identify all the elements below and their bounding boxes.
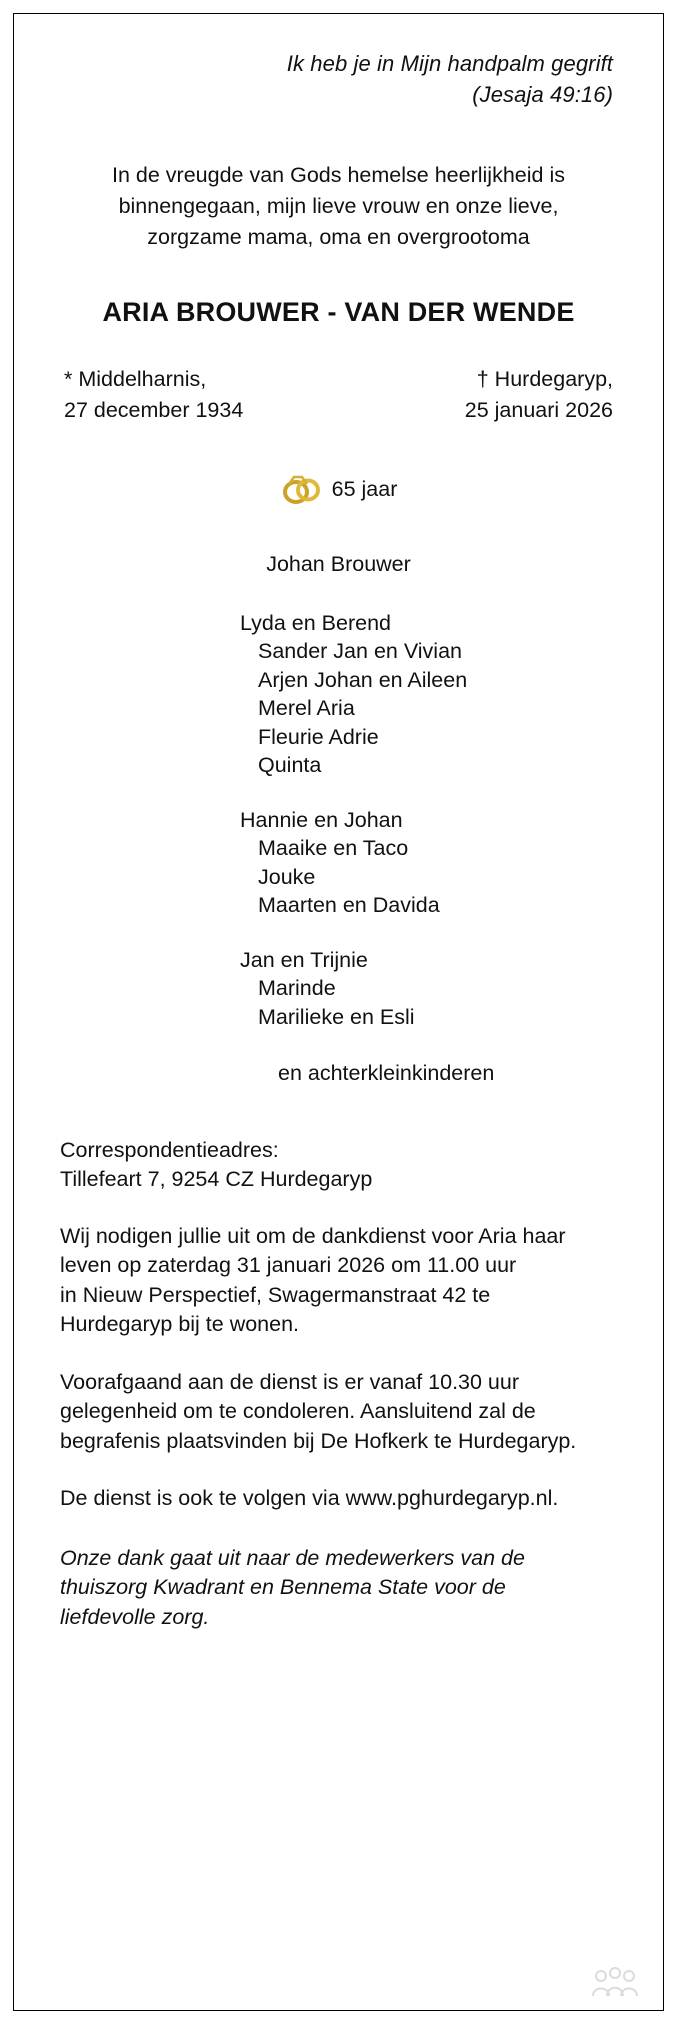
marriage-years: 65 jaar bbox=[331, 477, 398, 501]
family-child: Fleurie Adrie bbox=[258, 724, 379, 749]
correspondence-label: Correspondentieadres: bbox=[60, 1137, 279, 1162]
family-child: Marinde bbox=[258, 976, 336, 1000]
mensenlinq-logo-icon bbox=[589, 1966, 641, 2000]
thanks-line-2: thuiszorg Kwadrant en Bennema State voor de bbox=[60, 1575, 506, 1599]
thanks-line-3: liefdevolle zorg. bbox=[60, 1604, 210, 1629]
family-child: Merel Aria bbox=[258, 696, 355, 720]
family-child: Maaike en Taco bbox=[258, 836, 409, 860]
correspondence-value: Tillefeart 7, 9254 CZ Hurdegaryp bbox=[60, 1166, 373, 1191]
condolence-line-3: begrafenis plaatsvinden bij De Hofkerk te Hurdegaryp. bbox=[60, 1428, 577, 1453]
service-line-3: in Nieuw Perspectief, Swagermanstraat 42 te bbox=[60, 1282, 491, 1307]
family-child: Sander Jan en Vivian bbox=[258, 639, 462, 663]
intro-text bbox=[60, 160, 617, 253]
family-group-head: Jan en Trijnie bbox=[240, 947, 368, 972]
service-line-2: leven op zaterdag 31 januari 2026 om 11.00 uur bbox=[60, 1253, 517, 1277]
thanks-line-1: Onze dank gaat uit naar de medewerkers van de bbox=[60, 1545, 525, 1570]
service-line-1: Wij nodigen jullie uit om de dankdienst voor Aria haar bbox=[60, 1223, 566, 1248]
condolence-line-2: gelegenheid om te condoleren. Aansluitend zal de bbox=[60, 1399, 536, 1423]
wedding-rings-icon bbox=[280, 472, 326, 506]
correspondence-address bbox=[60, 1136, 617, 1194]
family-group-2 bbox=[240, 806, 617, 920]
life-dates bbox=[60, 364, 617, 426]
family-child: Marilieke en Esli bbox=[258, 1004, 415, 1029]
bible-verse bbox=[60, 48, 617, 110]
family-group-head: Hannie en Johan bbox=[240, 807, 403, 832]
obituary-content bbox=[14, 14, 663, 2010]
family-group-3 bbox=[240, 946, 617, 1032]
obituary-card bbox=[13, 13, 664, 2011]
marriage-years-row bbox=[60, 472, 617, 506]
death-info bbox=[465, 364, 617, 426]
service-info bbox=[60, 1222, 617, 1340]
thanks-note bbox=[60, 1544, 617, 1633]
intro-line-3: zorgzame mama, oma en overgrootoma bbox=[147, 225, 530, 249]
intro-line-2: binnengegaan, mijn lieve vrouw en onze lieve, bbox=[118, 194, 559, 218]
great-grandchildren: en achterkleinkinderen bbox=[278, 1061, 495, 1085]
family-list bbox=[60, 550, 617, 1088]
birth-place: * Middelharnis, bbox=[64, 367, 207, 391]
verse-reference: (Jesaja 49:16) bbox=[472, 82, 613, 107]
family-child: Jouke bbox=[258, 864, 316, 889]
deceased-name: ARIA BROUWER - VAN DER WENDE bbox=[102, 297, 575, 327]
condolence-line-1: Voorafgaand aan de dienst is er vanaf 10.30 uur bbox=[60, 1369, 520, 1394]
service-line-4: Hurdegaryp bij te wonen. bbox=[60, 1312, 300, 1336]
family-child: Quinta bbox=[258, 753, 322, 777]
death-place: † Hurdegaryp, bbox=[476, 367, 613, 391]
family-child: Arjen Johan en Aileen bbox=[258, 667, 468, 692]
condolence-info bbox=[60, 1368, 617, 1457]
verse-line-1: Ik heb je in Mijn handpalm gegrift bbox=[286, 51, 613, 76]
family-group-1 bbox=[240, 609, 617, 780]
death-date: 25 januari 2026 bbox=[464, 398, 613, 422]
birth-date: 27 december 1934 bbox=[64, 398, 244, 422]
widower-name: Johan Brouwer bbox=[266, 552, 411, 576]
birth-info bbox=[60, 364, 243, 426]
family-child: Maarten en Davida bbox=[258, 893, 440, 917]
family-group-head: Lyda en Berend bbox=[240, 610, 392, 635]
intro-line-1: In de vreugde van Gods hemelse heerlijkheid is bbox=[112, 163, 565, 187]
livestream-info: De dienst is ook te volgen via www.pghurdegaryp.nl. bbox=[60, 1486, 559, 1510]
